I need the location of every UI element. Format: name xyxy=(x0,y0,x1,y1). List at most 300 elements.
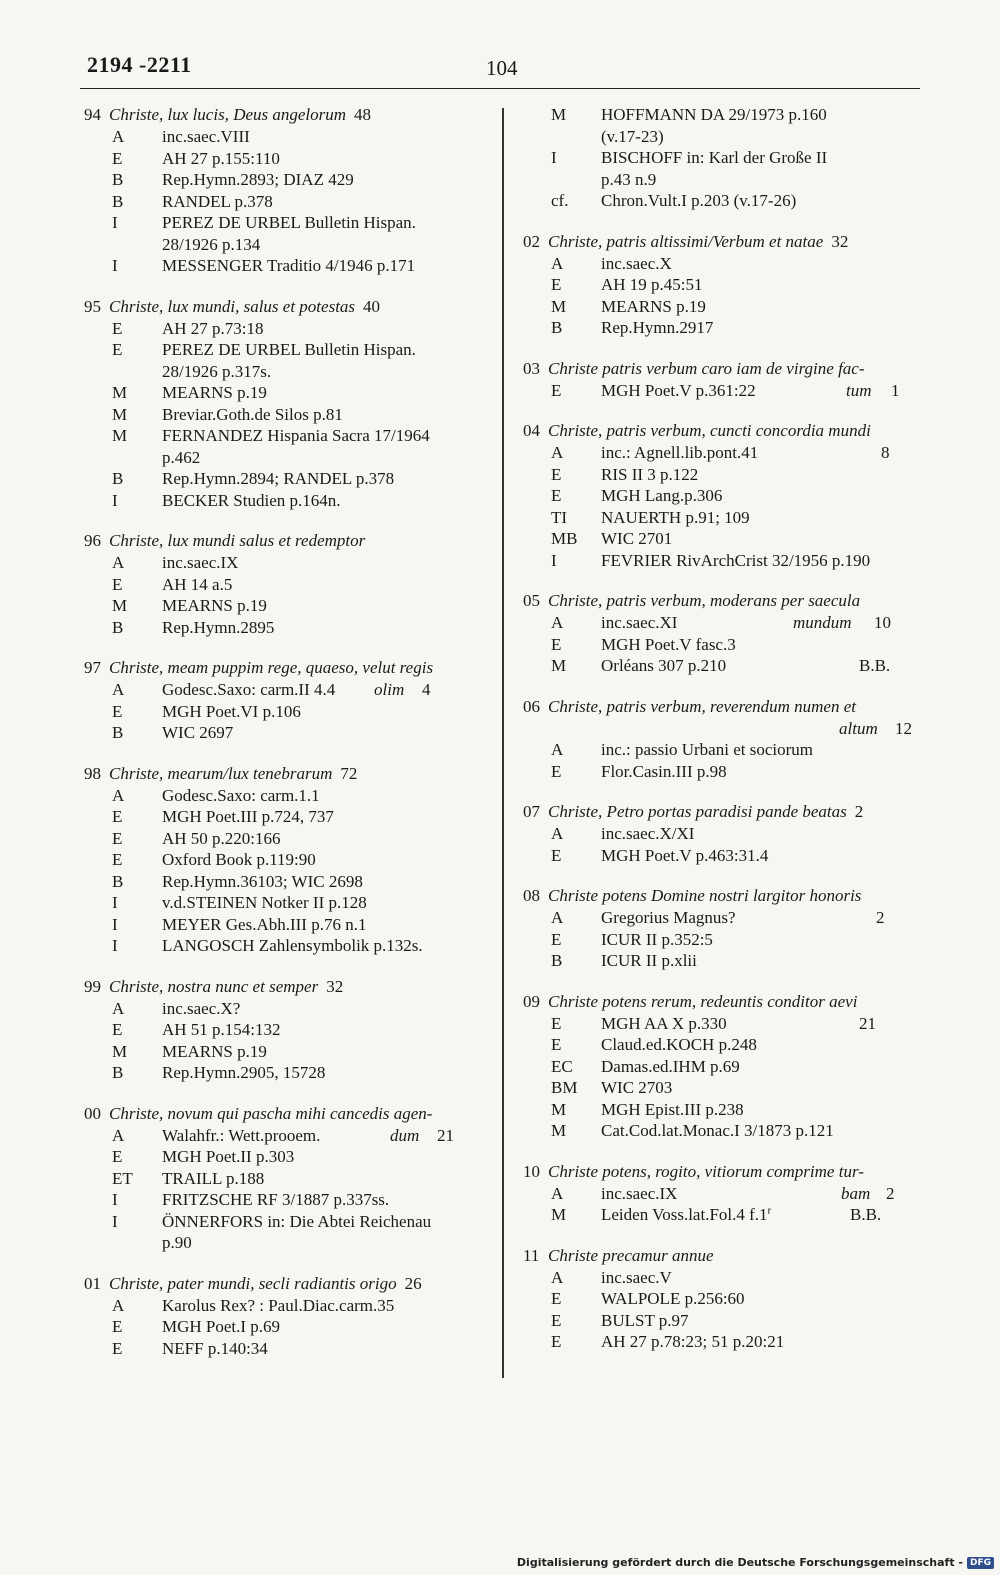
reference-code: B xyxy=(112,723,124,742)
reference-code: B xyxy=(112,170,124,189)
reference-code: I xyxy=(112,1190,118,1209)
reference-text: Rep.Hymn.2905, 15728 xyxy=(162,1063,326,1082)
reference-code: A xyxy=(551,824,564,843)
reference-row xyxy=(84,806,484,828)
reference-text: BISCHOFF in: Karl der Große II xyxy=(601,148,828,167)
reference-row xyxy=(84,1232,484,1254)
reference-row xyxy=(84,1041,484,1063)
entry xyxy=(523,231,923,339)
reference-row xyxy=(523,1288,923,1310)
reference-row xyxy=(523,1077,923,1099)
incipit: Christe potens Domine nostri largitor honoris xyxy=(548,886,862,905)
entry xyxy=(523,1245,923,1353)
verse-count: 72 xyxy=(340,763,358,783)
verse-count: 21 xyxy=(437,1125,454,1145)
reference-code: M xyxy=(551,296,567,316)
reference-code: I xyxy=(112,213,118,232)
reference-code: M xyxy=(551,656,567,675)
reference-row xyxy=(523,169,923,191)
reference-row xyxy=(84,1146,484,1168)
entry-heading xyxy=(523,1245,923,1267)
reference-text: MGH Lang.p.306 xyxy=(601,486,723,505)
entry-heading xyxy=(523,1161,923,1183)
reference-row xyxy=(523,950,923,972)
verse-ending: tum xyxy=(846,380,872,400)
reference-text: MESSENGER Traditio 4/1946 p.171 xyxy=(162,256,416,275)
reference-text: MGH Poet.VI p.106 xyxy=(162,701,301,721)
reference-row xyxy=(84,1316,484,1338)
incipit: Christe, meam puppim rege, quaeso, velut regis xyxy=(109,658,434,677)
entry-number: 09 xyxy=(523,991,540,1011)
reference-code: I xyxy=(112,893,118,912)
reference-text: MGH AA X p.330 xyxy=(601,1013,727,1033)
reference-text: Claud.ed.KOCH p.248 xyxy=(601,1035,757,1054)
reference-text: Rep.Hymn.2895 xyxy=(162,617,275,637)
incipit: Christe, novum qui pascha mihi cancedis agen- xyxy=(109,1103,433,1123)
entry-number: 06 xyxy=(523,696,540,716)
entry-heading xyxy=(84,104,484,126)
incipit: Christe, patris verbum, reverendum numen et xyxy=(548,696,856,716)
digitization-credit xyxy=(517,1556,994,1569)
reference-row xyxy=(84,255,484,277)
entry xyxy=(84,976,484,1084)
reference-row xyxy=(84,468,484,490)
reference-row xyxy=(84,234,484,256)
reference-row xyxy=(523,274,923,296)
reference-row xyxy=(523,612,923,634)
reference-text: TRAILL p.188 xyxy=(162,1168,265,1188)
entry-number: 10 xyxy=(523,1161,540,1181)
entry-heading xyxy=(523,885,923,907)
entry-number: 98 xyxy=(84,763,101,783)
reference-code: A xyxy=(551,1267,564,1287)
reference-text: AH 27 p.155:110 xyxy=(162,148,280,168)
reference-text: Damas.ed.IHM p.69 xyxy=(601,1056,740,1076)
reference-row xyxy=(523,634,923,656)
page-number: 104 xyxy=(486,56,518,80)
reference-code: E xyxy=(112,340,123,359)
reference-text: Cat.Cod.lat.Monac.I 3/1873 p.121 xyxy=(601,1121,834,1140)
reference-code: E xyxy=(551,761,562,781)
reference-row xyxy=(84,1189,484,1211)
reference-code: B xyxy=(112,617,124,637)
reference-text: Leiden Voss.lat.Fol.4 f.1$^r$ xyxy=(601,1204,772,1224)
reference-code: E xyxy=(551,275,562,294)
reference-row xyxy=(84,701,484,723)
entry-heading xyxy=(523,358,923,380)
entry-heading xyxy=(84,976,484,998)
reference-row xyxy=(84,191,484,213)
reference-row xyxy=(84,998,484,1020)
reference-row xyxy=(84,871,484,893)
reference-row xyxy=(523,655,923,677)
entry xyxy=(523,801,923,866)
reference-text: p.43 n.9 xyxy=(601,169,657,189)
incipit: Christe, Petro portas paradisi pande beatas xyxy=(548,802,847,821)
reference-text: Walahfr.: Wett.prooem. xyxy=(162,1125,321,1145)
reference-text: p.90 xyxy=(162,1233,192,1252)
verse-count: 4 xyxy=(422,680,431,699)
reference-row xyxy=(523,507,923,529)
entry-number: 97 xyxy=(84,658,101,677)
reference-code: B xyxy=(112,1063,124,1082)
reference-text: inc.saec.X? xyxy=(162,998,241,1018)
reference-code: E xyxy=(551,486,562,505)
reference-row xyxy=(523,317,923,339)
reference-row xyxy=(523,1120,923,1142)
verse-count: 32 xyxy=(831,231,849,251)
reference-text: 28/1926 p.134 xyxy=(162,234,261,254)
entry-number: 96 xyxy=(84,531,101,550)
reference-row xyxy=(84,148,484,170)
reference-code: M xyxy=(112,404,128,424)
entry-heading xyxy=(523,590,923,612)
entry-number: 00 xyxy=(84,1103,101,1123)
reference-code: MB xyxy=(551,529,578,548)
verse-count: 1 xyxy=(891,380,900,400)
reference-row xyxy=(84,1019,484,1041)
reference-code: E xyxy=(551,929,562,949)
reference-text: MGH Poet.III p.724, 737 xyxy=(162,807,334,826)
reference-row xyxy=(84,1338,484,1360)
folio-superscript: r xyxy=(767,1204,772,1217)
reference-row xyxy=(523,528,923,550)
reference-code: A xyxy=(551,253,564,273)
reference-row xyxy=(84,361,484,383)
reference-text: inc.: passio Urbani et sociorum xyxy=(601,740,813,759)
reference-row xyxy=(84,914,484,936)
reference-row xyxy=(523,442,923,464)
reference-text: LANGOSCH Zahlensymbolik p.132s. xyxy=(162,936,423,955)
reference-text: BULST p.97 xyxy=(601,1310,689,1330)
reference-code: M xyxy=(112,383,128,402)
entry xyxy=(523,696,923,783)
reference-code: E xyxy=(551,845,562,865)
entry xyxy=(523,885,923,972)
entry-heading xyxy=(84,530,484,552)
reference-row xyxy=(84,212,484,234)
reference-row xyxy=(84,1295,484,1317)
reference-code: I xyxy=(112,914,118,934)
reference-row xyxy=(84,339,484,361)
entry-heading xyxy=(84,1103,484,1125)
entry-number: 11 xyxy=(523,1245,540,1265)
incipit: Christe patris verbum caro iam de virgine fac- xyxy=(548,358,865,378)
reference-text: ICUR II p.352:5 xyxy=(601,929,713,949)
column-divider xyxy=(502,108,504,1378)
reference-row xyxy=(523,823,923,845)
reference-text: NAUERTH p.91; 109 xyxy=(601,507,750,527)
incipit: Christe, lux mundi, salus et potestas xyxy=(109,296,356,316)
reference-row xyxy=(84,722,484,744)
reference-code: E xyxy=(112,807,123,826)
reference-code: A xyxy=(112,998,125,1018)
reference-row xyxy=(523,739,923,761)
incipit: Christe, nostra nunc et semper xyxy=(109,976,319,996)
reference-code: I xyxy=(112,1211,118,1231)
entry-heading xyxy=(523,991,923,1013)
reference-text: Gregorius Magnus? xyxy=(601,908,736,927)
reference-row xyxy=(523,190,923,212)
reference-row xyxy=(523,1204,923,1226)
reference-text: PEREZ DE URBEL Bulletin Hispan. xyxy=(162,340,416,359)
reference-text: MEARNS p.19 xyxy=(162,596,267,615)
entry-number: 04 xyxy=(523,421,540,440)
reference-code: M xyxy=(112,1041,128,1061)
reference-row xyxy=(84,617,484,639)
reference-row xyxy=(84,574,484,596)
reference-row xyxy=(523,1310,923,1332)
reference-row xyxy=(84,318,484,340)
reference-code: E xyxy=(112,574,123,594)
incipit: Christe, mearum/lux tenebrarum xyxy=(109,763,333,783)
reference-code: E xyxy=(551,464,562,484)
reference-row xyxy=(84,169,484,191)
reference-code: E xyxy=(112,828,123,848)
reference-text: MGH Poet.V p.361:22 xyxy=(601,380,756,400)
reference-text: p.462 xyxy=(162,447,201,467)
reference-text: NEFF p.140:34 xyxy=(162,1338,268,1358)
verse-count: 12 xyxy=(895,718,912,738)
reference-text: MEARNS p.19 xyxy=(162,1041,267,1061)
reference-code: M xyxy=(551,1099,567,1119)
reference-row xyxy=(523,845,923,867)
reference-code: A xyxy=(112,680,125,699)
entry-heading xyxy=(523,801,923,823)
reference-code: M xyxy=(112,426,128,445)
reference-text: MEARNS p.19 xyxy=(162,383,267,402)
reference-text: Breviar.Goth.de Silos p.81 xyxy=(162,404,343,424)
reference-code: M xyxy=(551,1121,567,1140)
verse-count: 2 xyxy=(886,1183,895,1203)
verse-count: 40 xyxy=(363,296,381,316)
reference-row xyxy=(84,1062,484,1084)
verse-count: 48 xyxy=(354,105,372,124)
reference-row xyxy=(523,253,923,275)
reference-text: FRITZSCHE RF 3/1887 p.337ss. xyxy=(162,1190,390,1209)
verse-ending: mundum xyxy=(793,613,852,632)
reference-code: I xyxy=(112,256,118,275)
verse-count: 2 xyxy=(854,802,864,821)
reference-code: A xyxy=(551,1183,564,1203)
verse-count: 2 xyxy=(876,908,885,927)
reference-code: B xyxy=(551,318,563,337)
entry xyxy=(84,1103,484,1254)
entry-heading xyxy=(84,657,484,679)
verse-count: 8 xyxy=(881,443,890,462)
reference-code: TI xyxy=(551,507,568,527)
reference-text: MGH Epist.III p.238 xyxy=(601,1099,744,1119)
reference-row xyxy=(84,785,484,807)
reference-row xyxy=(523,126,923,148)
reference-text: Rep.Hymn.2917 xyxy=(601,318,714,337)
reference-row xyxy=(523,1183,923,1205)
entry-number: 07 xyxy=(523,802,540,821)
reference-row xyxy=(84,126,484,148)
reference-row xyxy=(84,892,484,914)
reference-text: PEREZ DE URBEL Bulletin Hispan. xyxy=(162,213,416,232)
incipit: Christe, pater mundi, secli radiantis origo xyxy=(109,1273,397,1293)
reference-text: HOFFMANN DA 29/1973 p.160 xyxy=(601,105,827,124)
reference-text: AH 51 p.154:132 xyxy=(162,1020,281,1039)
reference-row xyxy=(523,1099,923,1121)
reference-code: E xyxy=(551,634,562,654)
reference-text: ÖNNERFORS in: Die Abtei Reichenau xyxy=(162,1211,432,1231)
reference-row xyxy=(84,1168,484,1190)
entry xyxy=(523,358,923,402)
reference-row xyxy=(523,1056,923,1078)
reference-text: inc.saec.XI xyxy=(601,613,678,632)
entry-heading xyxy=(523,420,923,442)
reference-row xyxy=(84,404,484,426)
reference-code: I xyxy=(551,148,557,167)
reference-text: (v.17-23) xyxy=(601,126,664,146)
reference-code: B xyxy=(551,951,563,970)
reference-row xyxy=(523,1034,923,1056)
reference-code: E xyxy=(551,380,562,400)
reference-text: WALPOLE p.256:60 xyxy=(601,1289,745,1308)
entry xyxy=(84,1273,484,1360)
reference-code: E xyxy=(551,1310,562,1330)
verse-count: 21 xyxy=(859,1013,876,1033)
reference-row xyxy=(523,464,923,486)
reference-code: A xyxy=(112,785,125,805)
reference-code: E xyxy=(551,1013,562,1033)
reference-text: Karolus Rex? : Paul.Diac.carm.35 xyxy=(162,1295,395,1315)
entry-number: 01 xyxy=(84,1273,101,1293)
reference-row xyxy=(84,490,484,512)
incipit: Christe, lux lucis, Deus angelorum xyxy=(109,105,347,124)
reference-row xyxy=(84,382,484,404)
verse-count: 26 xyxy=(404,1273,422,1293)
left-column xyxy=(84,104,484,1378)
reference-code: B xyxy=(112,871,124,891)
reference-code: E xyxy=(112,1020,123,1039)
entry xyxy=(84,763,484,957)
incipit: Christe, patris verbum, cuncti concordia mundi xyxy=(548,421,871,440)
bb-mark: B.B. xyxy=(850,1205,882,1224)
verse-ending: bam xyxy=(841,1183,871,1203)
reference-code: E xyxy=(551,1289,562,1308)
reference-code: BM xyxy=(551,1078,578,1097)
reference-row xyxy=(523,1331,923,1353)
reference-text: Oxford Book p.119:90 xyxy=(162,850,316,869)
reference-text: WIC 2701 xyxy=(601,529,673,548)
reference-code: A xyxy=(112,1295,125,1315)
reference-row xyxy=(523,907,923,929)
page-header xyxy=(80,52,920,89)
reference-row xyxy=(523,147,923,169)
reference-code: E xyxy=(551,1332,562,1351)
entry-number: 94 xyxy=(84,105,101,124)
reference-code: A xyxy=(551,740,564,759)
entry xyxy=(523,104,923,212)
reference-row xyxy=(523,718,923,740)
verse-count: 32 xyxy=(326,976,344,996)
reference-row xyxy=(84,849,484,871)
reference-text: FERNANDEZ Hispania Sacra 17/1964 xyxy=(162,426,430,445)
entry xyxy=(523,1161,923,1226)
reference-text: 28/1926 p.317s. xyxy=(162,361,272,381)
reference-row xyxy=(523,550,923,572)
reference-text: inc.saec.IX xyxy=(162,553,239,572)
reference-code: I xyxy=(112,490,118,510)
reference-text: Godesc.Saxo: carm.II 4.4 xyxy=(162,680,336,699)
entry xyxy=(84,530,484,638)
reference-code: M xyxy=(112,596,128,615)
reference-code: M xyxy=(551,1205,567,1224)
incipit: Christe, patris altissimi/Verbum et natae xyxy=(548,231,824,251)
entry xyxy=(523,590,923,677)
reference-text: v.d.STEINEN Notker II p.128 xyxy=(162,893,367,912)
reference-text: WIC 2703 xyxy=(601,1078,673,1097)
entry-number: 05 xyxy=(523,591,540,610)
reference-code: A xyxy=(112,1125,125,1145)
reference-text: inc.saec.X xyxy=(601,253,672,273)
reference-row xyxy=(523,1013,923,1035)
reference-code: E xyxy=(112,850,123,869)
entry-number: 99 xyxy=(84,976,101,996)
reference-row xyxy=(523,1267,923,1289)
incipit: Christe potens, rogito, vitiorum comprime tur- xyxy=(548,1161,864,1181)
reference-row xyxy=(84,447,484,469)
reference-text: MGH Poet.V p.463:31.4 xyxy=(601,845,769,865)
reference-code: B xyxy=(112,469,124,488)
entry xyxy=(84,657,484,744)
entry xyxy=(84,296,484,512)
reference-text: WIC 2697 xyxy=(162,723,234,742)
reference-text: inc.saec.VIII xyxy=(162,127,250,146)
reference-text: AH 27 p.73:18 xyxy=(162,318,264,338)
reference-text: Orléans 307 p.210 xyxy=(601,656,727,675)
reference-row xyxy=(84,1125,484,1147)
reference-code: I xyxy=(112,936,118,955)
entry-heading xyxy=(84,296,484,318)
incipit: Christe precamur annue xyxy=(548,1245,714,1265)
verse-ending: olim xyxy=(374,680,405,699)
number-range: 2194 -2211 xyxy=(87,52,192,77)
reference-text: MEARNS p.19 xyxy=(601,296,706,316)
entry-number: 02 xyxy=(523,231,540,251)
reference-code: A xyxy=(551,613,564,632)
reference-text: Rep.Hymn.2893; DIAZ 429 xyxy=(162,170,354,189)
entry-number: 03 xyxy=(523,358,540,378)
reference-code: E xyxy=(112,1338,123,1358)
reference-text: inc.saec.X/XI xyxy=(601,824,695,843)
entry xyxy=(84,104,484,277)
reference-text: AH 27 p.78:23; 51 p.20:21 xyxy=(601,1332,785,1351)
reference-text: inc.saec.V xyxy=(601,1267,672,1287)
reference-row xyxy=(523,929,923,951)
reference-text: AH 19 p.45:51 xyxy=(601,275,703,294)
reference-row xyxy=(523,296,923,318)
reference-code: E xyxy=(551,1035,562,1054)
incipit: Christe, lux mundi salus et redemptor xyxy=(109,531,366,550)
reference-text: AH 14 a.5 xyxy=(162,574,233,594)
entry-heading xyxy=(84,763,484,785)
entry-number: 08 xyxy=(523,886,540,905)
reference-row xyxy=(523,485,923,507)
reference-code: A xyxy=(551,908,564,927)
reference-row xyxy=(84,828,484,850)
reference-row xyxy=(523,380,923,402)
entry-heading xyxy=(523,696,923,718)
reference-code: E xyxy=(112,1147,123,1166)
reference-code: E xyxy=(112,1317,123,1336)
entry xyxy=(523,991,923,1142)
reference-code: A xyxy=(112,127,125,146)
reference-code: ET xyxy=(112,1168,133,1188)
